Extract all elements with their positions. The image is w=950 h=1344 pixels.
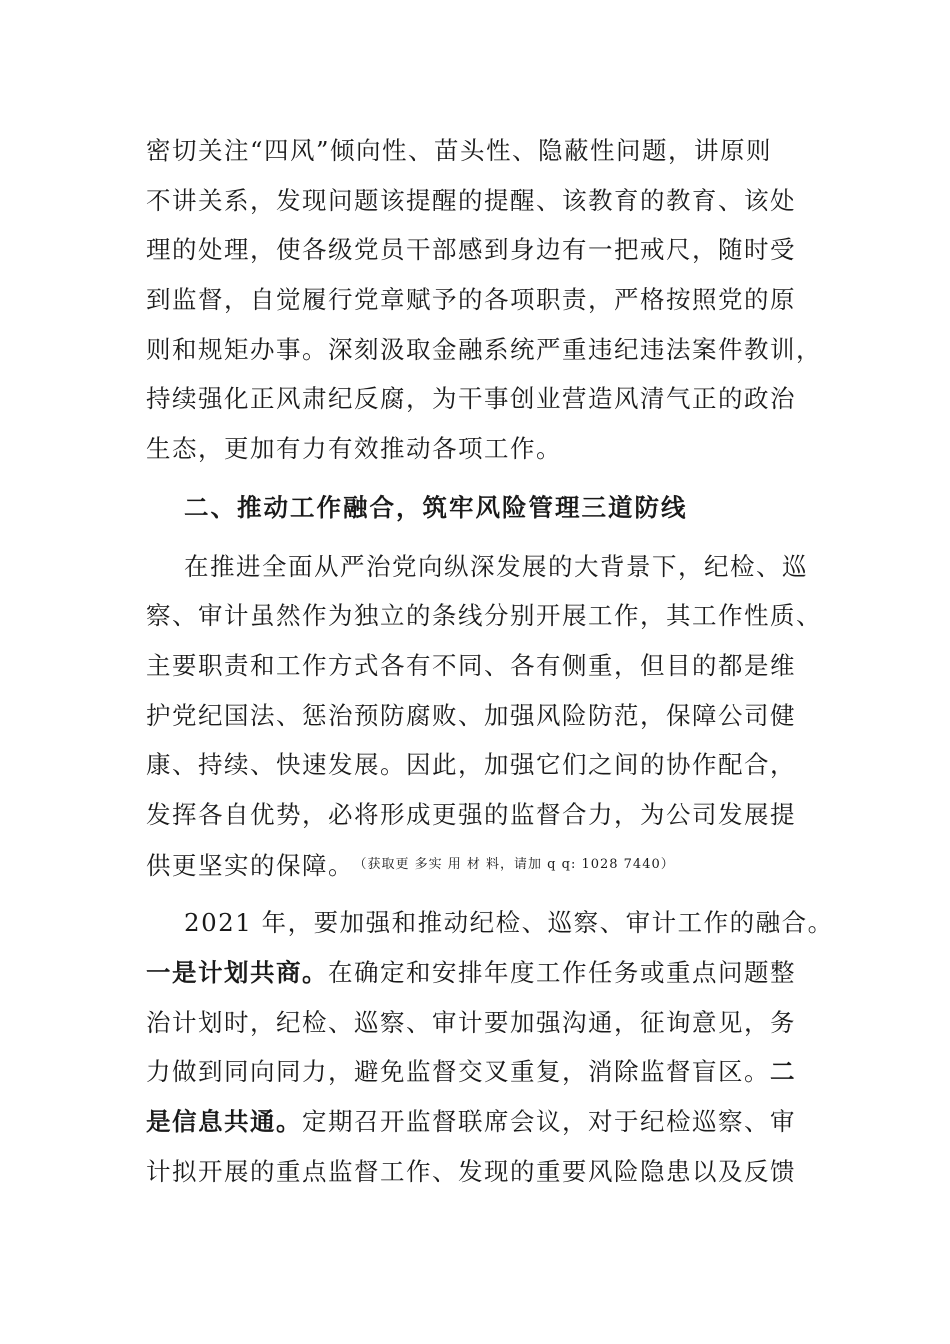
text-line [146,1047,796,1097]
text-span: 在确定和安排年度工作任务或重点问题整 [328,958,796,987]
text-line: 治计划时，纪检、巡察、审计要加强沟通，征询意见，务 [146,1007,796,1037]
text-line: 则和规矩办事。深刻汲取金融系统严重违纪违法案件教训， [146,334,822,364]
text-line [146,948,796,998]
text-line: 到监督，自觉履行党章赋予的各项职责，严格按照党的原 [146,285,796,315]
text-line: 护党纪国法、惩治预防腐败、加强风险防范，保障公司健 [146,700,796,730]
document-page [146,126,834,1196]
point-2-heading-end: 是信息共通。 [146,1107,302,1137]
text-line: 持续强化正风肃纪反腐，为干事创业营造风清气正的政治 [146,384,796,414]
text-span: 力做到同向同力，避免监督交叉重复，消除监督盲区。 [146,1057,770,1087]
text-line: 察、审计虽然作为独立的条线分别开展工作，其工作性质、 [146,601,822,631]
text-line: 生态，更加有力有效推动各项工作。 [146,434,562,464]
text-line: 密切关注“四风”倾向性、苗头性、隐蔽性问题，讲原则 [146,136,773,165]
text-line [146,1097,796,1147]
contact-note: （获取更 多实 用 材 料，请加 q q: 1028 7440） [360,856,675,872]
text-line: 理的处理，使各级党员干部感到身边有一把戒尺，随时受 [146,235,796,265]
text-line: 2021 年，要加强和推动纪检、巡察、审计工作的融合。 [184,908,834,938]
text-line: 不讲关系，发现问题该提醒的提醒、该教育的教育、该处 [146,185,796,215]
text-line: 主要职责和工作方式各有不同、各有侧重，但目的都是维 [146,650,796,680]
section-heading-2: 二、推动工作融合，筑牢风险管理三道防线 [184,492,688,522]
point-1-heading: 一是计划共商。 [146,958,328,987]
paragraph-3 [146,898,834,1196]
text-span: 定期召开监督联席会议，对于纪检巡察、审 [302,1107,796,1137]
text-line: 发挥各自优势，必将形成更强的监督合力，为公司发展提 [146,799,796,829]
text-line-with-note [146,840,791,890]
point-2-heading-start: 二 [770,1057,796,1087]
paragraph-2 [146,542,822,890]
text-line: 供更坚实的保障。 [146,850,354,880]
text-line: 在推进全面从严治党向纵深发展的大背景下，纪检、巡 [184,551,808,581]
paragraph-1 [146,126,822,474]
text-line: 康、持续、快速发展。因此，加强它们之间的协作配合， [146,750,796,780]
text-line: 计拟开展的重点监督工作、发现的重要风险隐患以及反馈 [146,1156,796,1186]
